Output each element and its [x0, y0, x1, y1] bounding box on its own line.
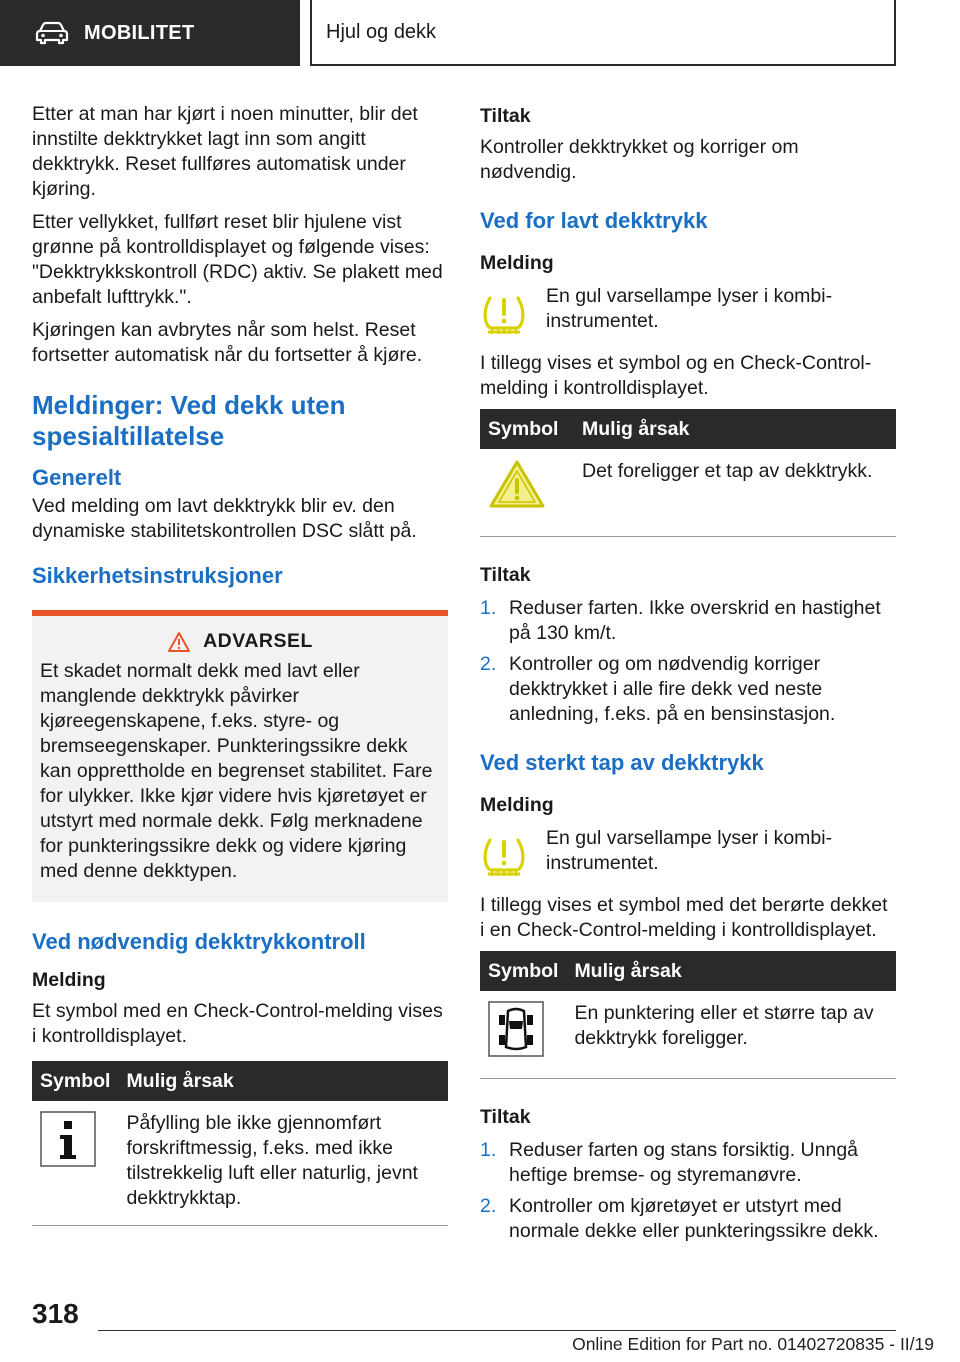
cause-cell: En punktering eller et større tap av dekktrykk foreligger. [566, 991, 896, 1079]
list-item: 1. Reduser farten. Ikke overskrid en hastighet på 130 km/t. [480, 597, 881, 644]
subsection-heading: Sikkerhetsinstruksjoner [32, 563, 283, 588]
list-item: 2. Kontroller om kjøretøyet er utstyrt med normale dekke eller punkteringssikre dekk. [480, 1195, 879, 1242]
warning-title [40, 630, 440, 653]
table-header-row [480, 409, 896, 449]
warning-triangle-icon [167, 631, 191, 653]
section-label: MOBILITET [84, 21, 195, 44]
subsection-heading: Generelt [32, 465, 122, 490]
symbol-cell [32, 1101, 118, 1226]
column-header-cause: Mulig årsak [574, 409, 896, 449]
intro-paragraph: Etter vellykket, fullført reset blir hjulene vist grønne på kontrolldisplayet og følgende vises: "Dekktrykkskontroll (RDC) aktiv. Se plakett med anbefalt lufttrykk.". [32, 211, 443, 308]
section-heading: Meldinger: Ved dekk uten spesialtillatelse [32, 390, 346, 451]
general-paragraph: Ved melding om lavt dekktrykk blir ev. den dynamiske stabilitetskontrollen DSC slått på. [32, 495, 417, 542]
list-item: 2. Kontroller og om nødvendig korriger dekktrykket i alle fire dekk ved neste anledning, f.eks. på en bensinstasjon. [480, 653, 836, 725]
warning-box [32, 616, 448, 902]
lamp-text: En gul varsellampe lyser i kombi-instrumentet. [546, 827, 833, 874]
symbol-table [480, 409, 896, 537]
right-column [480, 102, 896, 1250]
table-header-row [32, 1061, 448, 1101]
cause-cell: Påfylling ble ikke gjennomført forskriftmessig, f.eks. med ikke tilstrekkelig luft eller naturlig, jevnt dekktrykktap. [118, 1101, 448, 1226]
column-header-symbol: Symbol [32, 1061, 118, 1101]
page-header [0, 0, 960, 66]
page-number: 318 [32, 1298, 79, 1329]
intro-paragraph: Etter at man har kjørt i noen minutter, blir det innstilte dekktrykket lagt inn som angitt dekktrykk. Reset fullføres automatisk under kjøring. [32, 103, 418, 200]
table-row [32, 1101, 448, 1226]
action-heading: Tiltak [480, 564, 531, 586]
tire-pressure-warning-lamp-icon [480, 834, 528, 878]
table-row [480, 991, 896, 1079]
extra-paragraph: I tillegg vises et symbol og en Check-Control-melding i kontrolldisplayet. [480, 352, 872, 399]
extra-paragraph: I tillegg vises et symbol med det berørte dekket i en Check-Control-melding i kontrolldisplayet. [480, 894, 888, 941]
car-tire-top-view-icon [488, 1001, 544, 1057]
message-heading: Melding [480, 252, 554, 274]
action-paragraph: Kontroller dekktrykket og korriger om nødvendig. [480, 136, 799, 183]
table-row [480, 449, 896, 537]
warning-text: Et skadet normalt dekk med lavt eller manglende dekktrykk påvirker kjøreegenskapene, f.eks. styre- og bremseegenskaper. Punkteringssikre dekk kan opprettholde en begrenset stabilitet. Fare for ulykker. Ikke kjør videre hvis kjøretøyet er utstyrt med normale dekk. Følg merknadene for punkteringssikre dekk og videre kjøring med denne dekktypen. [40, 660, 433, 882]
lamp-text: En gul varsellampe lyser i kombi-instrumentet. [546, 285, 833, 332]
message-heading: Melding [480, 794, 554, 816]
column-header-symbol: Symbol [480, 951, 566, 991]
lamp-message [480, 826, 896, 883]
footer-divider [98, 1330, 896, 1331]
column-header-cause: Mulig årsak [118, 1061, 448, 1101]
symbol-table [480, 951, 896, 1079]
action-heading: Tiltak [480, 105, 531, 127]
warning-label: ADVARSEL [203, 630, 313, 652]
symbol-cell [480, 449, 574, 537]
list-item: 1. Reduser farten og stans forsiktig. Unngå heftige bremse- og styremanøvre. [480, 1139, 859, 1186]
column-header-cause: Mulig årsak [566, 951, 896, 991]
section-tab [0, 0, 300, 66]
action-heading: Tiltak [480, 1106, 531, 1128]
info-icon [40, 1111, 96, 1167]
intro-paragraph: Kjøringen kan avbrytes når som helst. Reset fortsetter automatisk når du fortsetter å kjøre. [32, 319, 423, 366]
warning-triangle-icon [488, 459, 546, 509]
column-header-symbol: Symbol [480, 409, 574, 449]
subsection-heading: Ved sterkt tap av dekktrykk [480, 750, 764, 775]
edition-text: Online Edition for Part no. 01402720835 - II/19 [572, 1334, 934, 1354]
chapter-title: Hjul og dekk [310, 0, 896, 66]
symbol-cell [480, 991, 566, 1079]
subsection-heading: Ved for lavt dekktrykk [480, 208, 708, 233]
message-paragraph: Et symbol med en Check-Control-melding vises i kontrolldisplayet. [32, 1000, 443, 1047]
lamp-message [480, 284, 896, 341]
subsection-heading: Ved nødvendig dekktrykkontroll [32, 929, 366, 954]
action-steps [480, 596, 896, 727]
page-footer [0, 1290, 960, 1362]
left-column [32, 102, 448, 1226]
symbol-table [32, 1061, 448, 1226]
table-header-row [480, 951, 896, 991]
action-steps [480, 1138, 896, 1244]
tire-pressure-warning-lamp-icon [480, 292, 528, 336]
cause-cell: Det foreligger et tap av dekktrykk. [574, 449, 896, 537]
car-icon [34, 21, 70, 45]
message-heading: Melding [32, 969, 106, 991]
